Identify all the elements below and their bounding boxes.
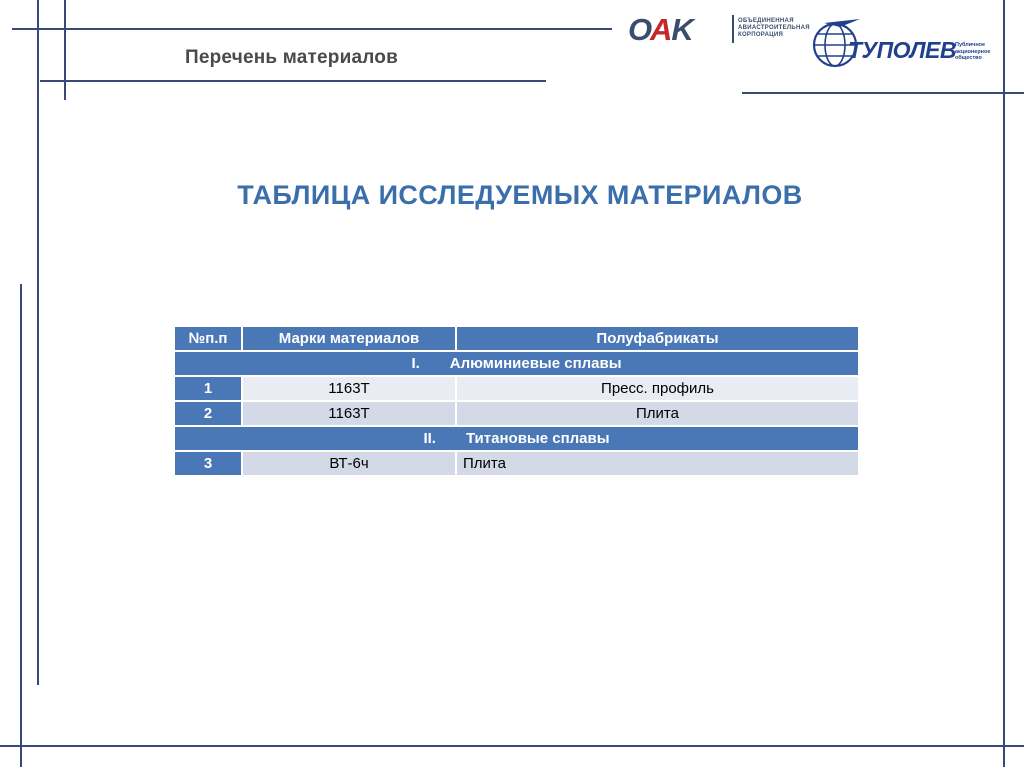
- frame-line-left-vertical: [37, 0, 39, 685]
- row-number: 1: [175, 377, 241, 402]
- section-title: Титановые сплавы: [465, 430, 610, 447]
- tupolev-description: Публичное акционерное общество: [955, 42, 991, 61]
- frame-line-top-left: [12, 28, 612, 30]
- column-header-product: Полуфабрикаты: [457, 327, 858, 352]
- section-label: [175, 352, 858, 377]
- page-title: Перечень материалов: [185, 47, 398, 68]
- material-grade: 1163Т: [243, 377, 455, 402]
- semi-product: Плита: [457, 402, 858, 427]
- section-label: [175, 427, 858, 452]
- semi-product: Пресс. профиль: [457, 377, 858, 402]
- frame-line-right-top: [742, 92, 1024, 94]
- semi-product: Плита: [457, 452, 858, 477]
- frame-line-top-vertical: [64, 0, 66, 100]
- frame-line-bottom: [0, 745, 1024, 747]
- section-row-titanium: [175, 427, 858, 452]
- table-row: [175, 402, 858, 427]
- material-grade: ВТ-6ч: [243, 452, 455, 477]
- column-header-number: №п.п: [175, 327, 241, 352]
- frame-line-under-title: [40, 80, 546, 82]
- column-header-grade: Марки материалов: [243, 327, 455, 352]
- tupolev-wordmark: ТУПОЛЕВ: [848, 37, 957, 63]
- oak-logo-divider: [732, 15, 734, 43]
- table-header-row: [175, 327, 858, 352]
- table-row: [175, 377, 858, 402]
- table-row: [175, 452, 858, 477]
- frame-line-left-accent: [20, 284, 22, 767]
- oak-logo: [628, 12, 810, 47]
- section-row-aluminum: [175, 352, 858, 377]
- tupolev-logo: [810, 15, 1000, 71]
- section-title: Алюминиевые сплавы: [449, 355, 622, 372]
- row-number: 2: [175, 402, 241, 427]
- oak-logo-mark: ОАK: [628, 12, 693, 47]
- table-heading: ТАБЛИЦА ИССЛЕДУЕМЫХ МАТЕРИАЛОВ: [237, 180, 803, 210]
- materials-table: [173, 327, 860, 477]
- frame-line-right-vertical: [1003, 0, 1005, 767]
- section-number: II.: [423, 430, 436, 447]
- section-number: I.: [411, 355, 420, 372]
- material-grade: 1163Т: [243, 402, 455, 427]
- oak-logo-description: ОБЪЕДИНЕННАЯ АВИАСТРОИТЕЛЬНАЯ КОРПОРАЦИЯ: [738, 18, 810, 38]
- row-number: 3: [175, 452, 241, 477]
